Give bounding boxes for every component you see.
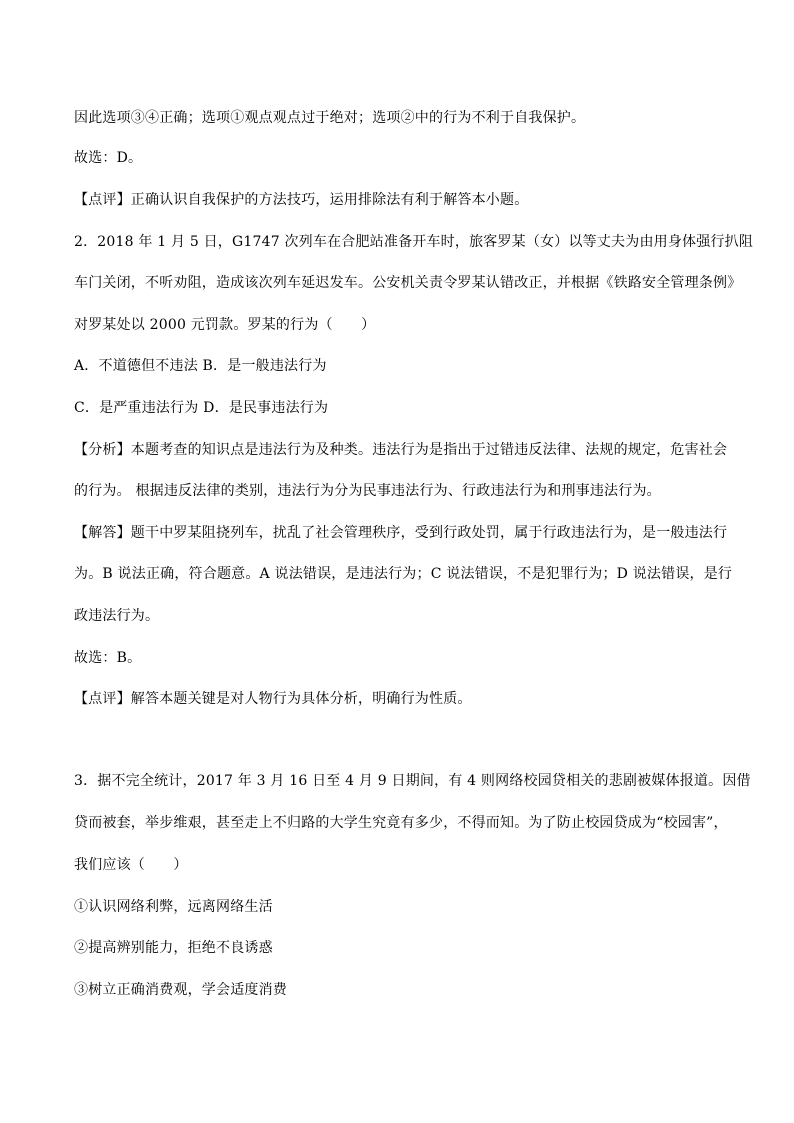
q1-comment: 【点评】正确认识自我保护的方法技巧，运用排除法有利于解答本小题。 [74,192,529,208]
q2-solution-line-1: 【解答】题干中罗某阻挠列车，扰乱了社会管理秩序，受到行政处罚，属于行政违法行为，是一般违法行 [74,525,728,541]
q2-solution-line-2: 为。B 说法正确，符合题意。A 说法错误，是违法行为；C 说法错误，不是犯罪行为；D 说法错误，是行 [74,566,733,582]
q2-stem-line-3: 对罗某处以 2000 元罚款。罗某的行为（ ） [74,317,376,333]
q2-comment: 【点评】解答本题关键是对人物行为具体分析，明确行为性质。 [74,691,472,707]
q1-explanation: 因此选项③④正确；选项①观点观点过于绝对；选项②中的行为不利于自我保护。 [74,110,586,126]
q3-stem-line-1: 3．据不完全统计，2017 年 3 月 16 日至 4 月 9 日期间，有 4 则网络校园贷相关的悲剧被媒体报道。因借 [74,773,751,789]
q3-item-1: ①认识网络利弊，远离网络生活 [74,899,273,915]
q2-analysis-line-2: 的行为。 根据违反法律的类别，违法行为分为民事违法行为、行政违法行为和刑事违法行为。 [74,483,661,499]
q2-solution-line-3: 政违法行为。 [74,608,160,624]
q2-answer: 故选：B。 [74,650,142,666]
q2-stem-line-2: 车门关闭，不听劝阻，造成该次列车延迟发车。公安机关责令罗某认错改正，并根据《铁路安全管理条例》 [74,275,742,291]
q1-answer: 故选：D。 [74,150,143,166]
q3-item-3: ③树立正确消费观，学会适度消费 [74,982,287,998]
q2-options-line-2: C．是严重违法行为 D．是民事违法行为 [74,400,329,416]
q3-stem-line-2: 贷而被套，举步维艰，甚至走上不归路的大学生究竟有多少，不得而知。为了防止校园贷成为“校园害”， [74,815,728,831]
q2-stem-line-1: 2．2018 年 1 月 5 日，G1747 次列车在合肥站准备开车时，旅客罗某（女）以等丈夫为由用身体强行扒阻 [74,234,754,250]
q2-analysis-line-1: 【分析】本题考查的知识点是违法行为及种类。违法行为是指出于过错违反法律、法规的规定，危害社会 [74,442,728,458]
q3-stem-line-3: 我们应该（ ） [74,857,188,873]
q2-options-line-1: A．不道德但不违法 B．是一般违法行为 [74,358,327,374]
q3-item-2: ②提高辨别能力，拒绝不良诱惑 [74,940,273,956]
